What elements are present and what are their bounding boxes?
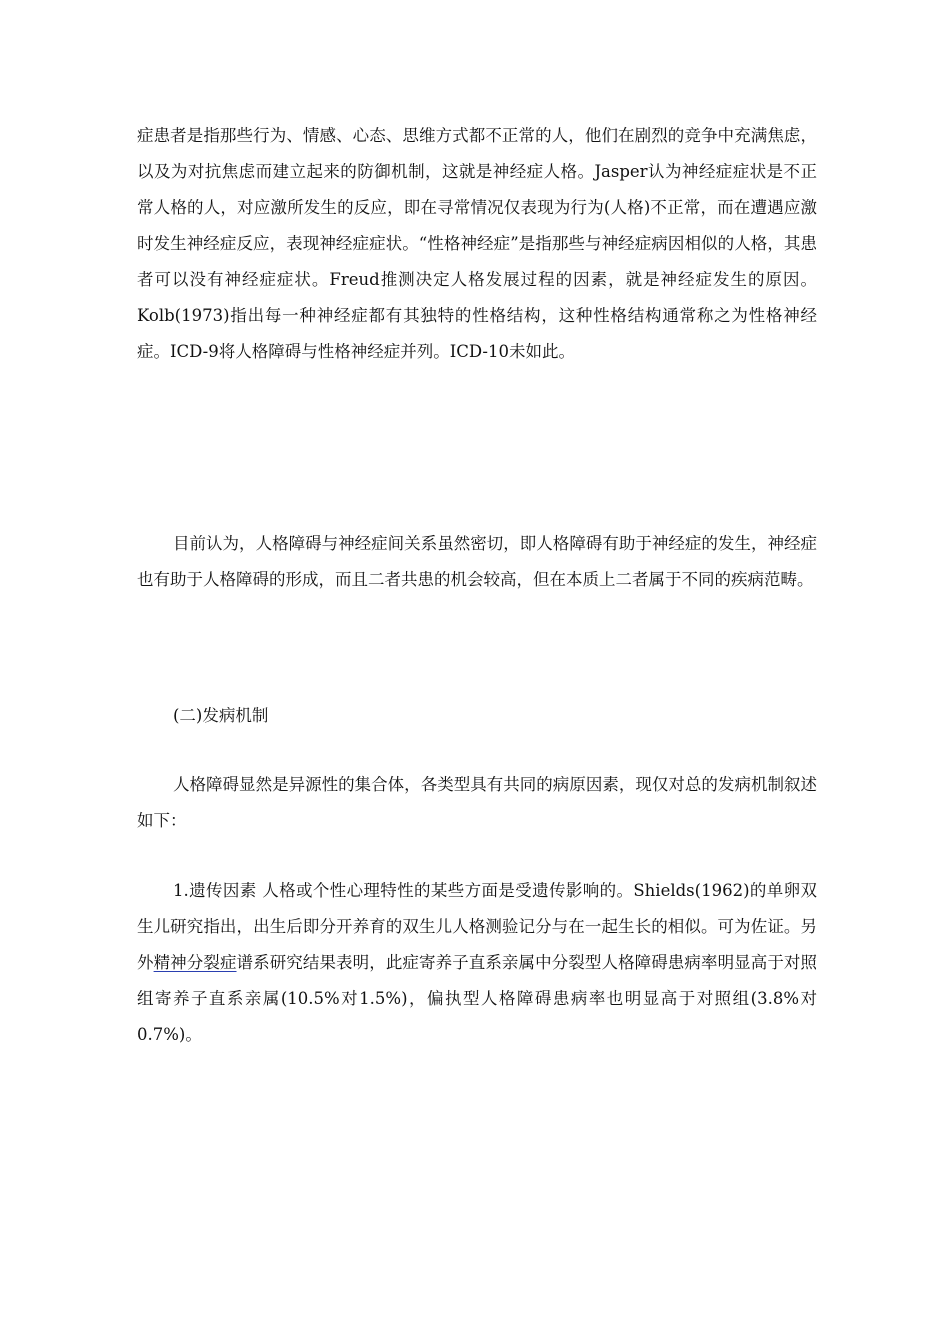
section-heading-pathogenesis: (二)发病机制 (173, 706, 269, 725)
schizophrenia-link[interactable]: 精神分裂症 (153, 953, 237, 972)
paragraph-genetic-factors (137, 873, 817, 1053)
paragraph-neurosis-personality: 症患者是指那些行为、情感、心态、思维方式都不正常的人，他们在剧烈的竞争中充满焦虑，以及为对抗焦虑而建立起来的防御机制，这就是神经症人格。Jasper认为神经症症状是不正常人格的人，对应激所发生的反应，即在寻常情况仅表现为行为(人格)不正常，而在遭遇应激时发生神经症反应，表现神经症症状。“性格神经症”是指那些与神经症病因相似的人格，其患者可以没有神经症症状。Freud推测决定人格发展过程的因素，就是神经症发生的原因。Kolb(1973)指出每一种神经症都有其独特的性格结构，这种性格结构通常称之为性格神经症。ICD-9将人格障碍与性格神经症并列。ICD-10未如此。 (137, 126, 817, 361)
paragraph-pathogenesis-intro: 人格障碍显然是异源性的集合体，各类型具有共同的病原因素，现仅对总的发病机制叙述如下： (137, 775, 817, 830)
paragraph-current-view: 目前认为，人格障碍与神经症间关系虽然密切，即人格障碍有助于神经症的发生，神经症也有助于人格障碍的形成，而且二者共患的机会较高，但在本质上二者属于不同的疾病范畴。 (137, 534, 817, 589)
genetic-text-before-link: 1.遗传因素 人格或个性心理特性的某些方面是受遗传影响的。Shields(1962)的单卵双生儿研究指出，出生后即分开养育的双生儿人格测验记分与在一起生长的相似。可为佐证。另外 (137, 881, 817, 972)
genetic-text-after-link: 谱系研究结果表明，此症寄养子直系亲属中分裂型人格障碍患病率明显高于对照组寄养子直系亲属(10.5%对1.5%)，偏执型人格障碍患病率也明显高于对照组(3.8%对0.7%)。 (137, 953, 818, 1044)
